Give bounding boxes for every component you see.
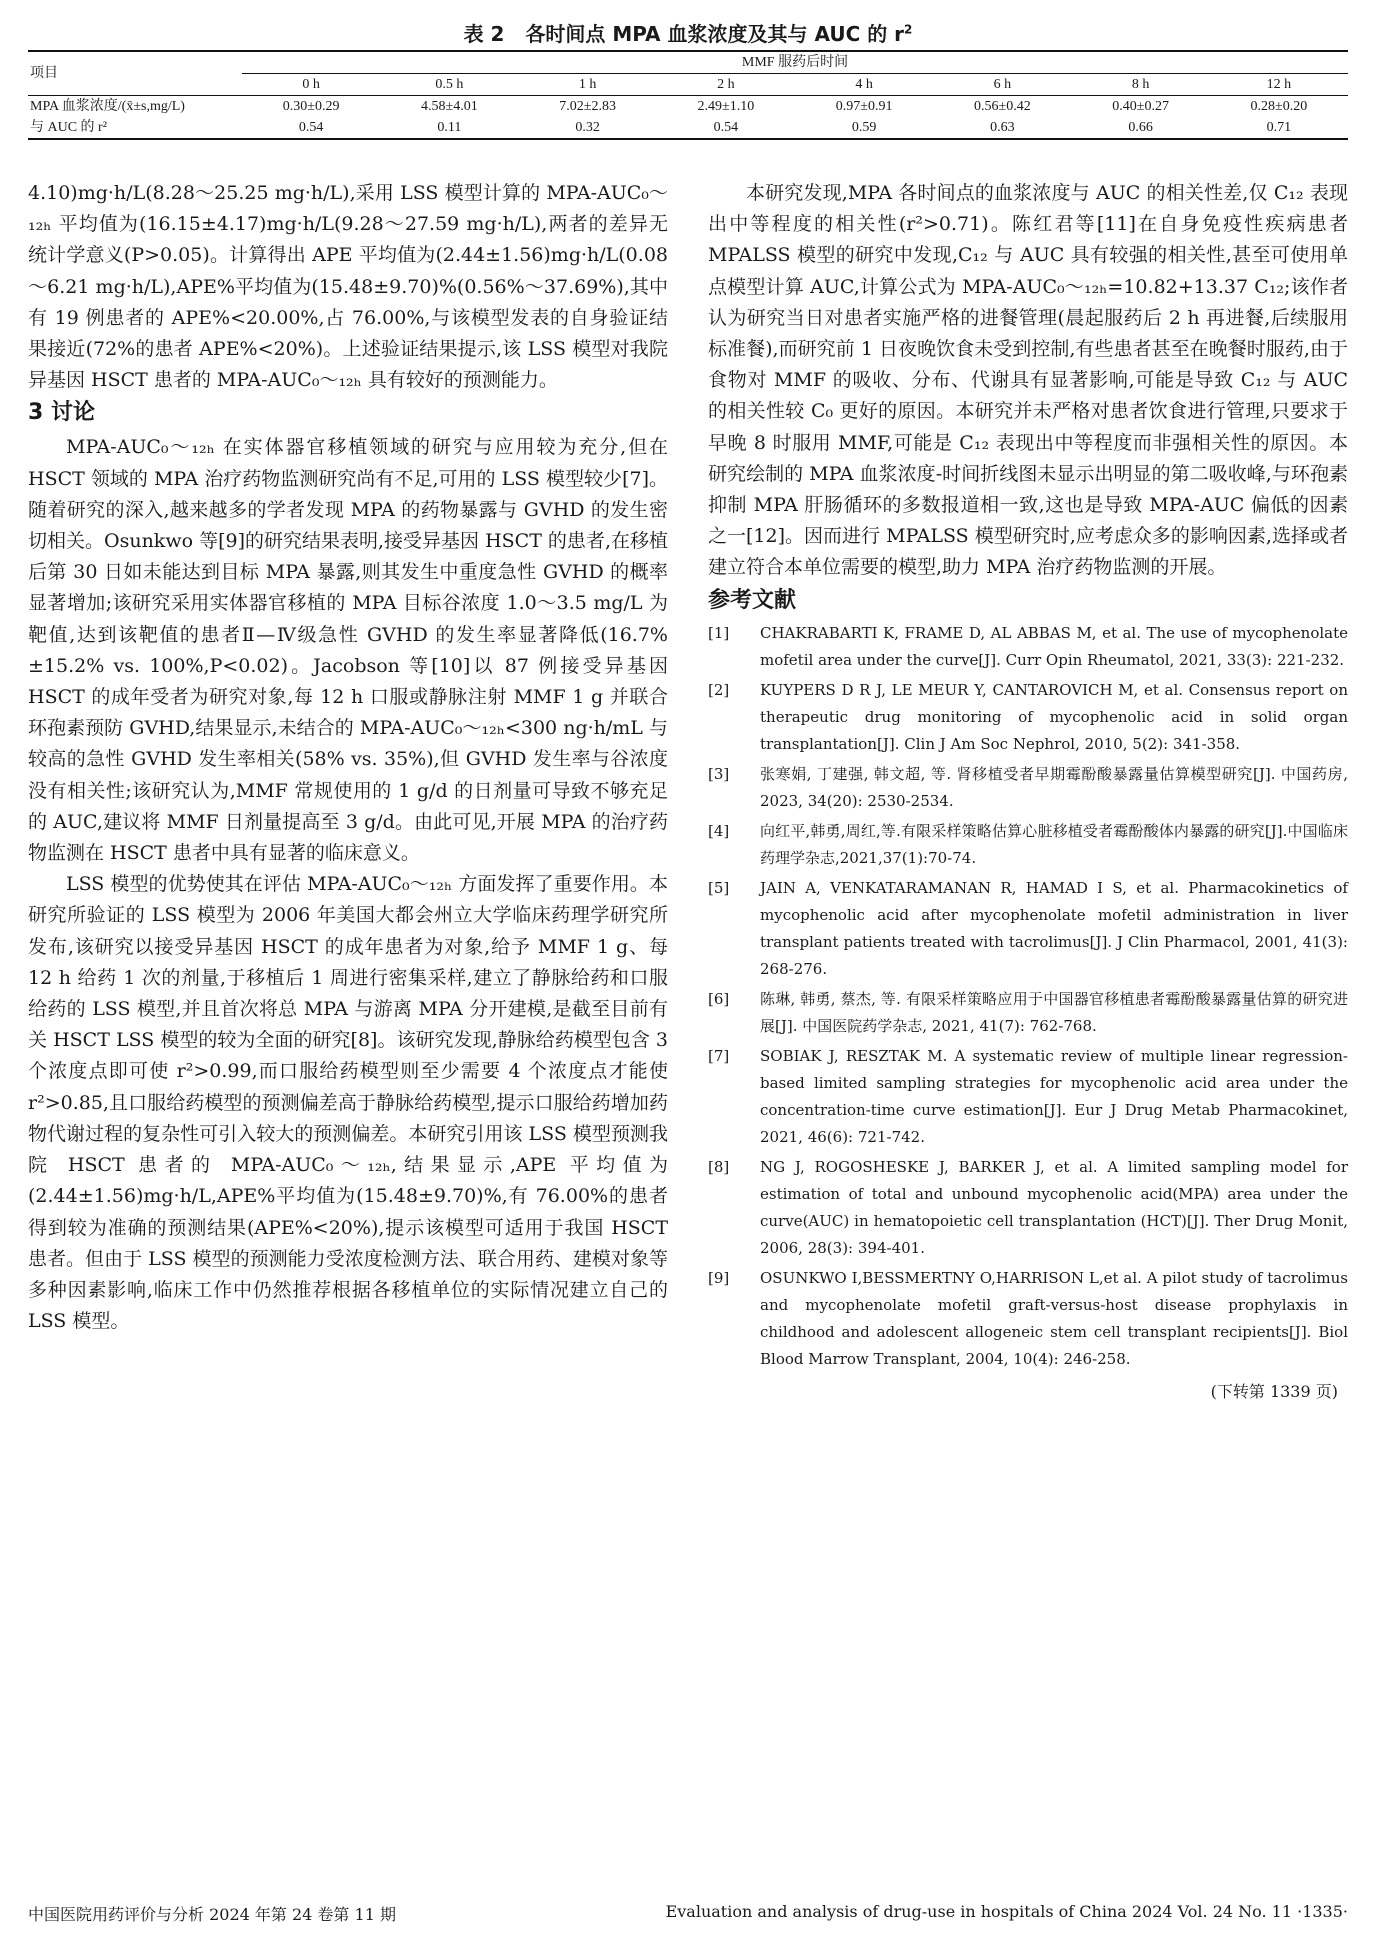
body-paragraph: LSS 模型的优势使其在评估 MPA-AUC₀～₁₂ₕ 方面发挥了重要作用。本研究所验证的 LSS 模型为 2006 年美国大都会州立大学临床药理学研究所发布,该研究以接受异基因 HSCT 的成年患者为对象,给予 MMF 1 g、每 12 h 给药 1 次的剂量,于移植后 1 周进行密集采样,建立了静脉给药和口服给药的 LSS 模型,并且首次将总 MPA 与游离 MPA 分开建模,是截至目前有关 HSCT LSS 模型的较为全面的研究[8]。该研究发现,静脉给药模型包含 3 个浓度点即可使 r²>0.99,而口服给药模型则至少需要 4 个浓度点才能使 r²>0.85,且口服给药模型的预测偏差高于静脉给药模型,提示口服给药增加药物代谢过程的复杂性可引入较大的预测偏差。本研究引用该 LSS 模型预测我院 HSCT 患者的 MPA-AUC₀～₁₂ₕ,结果显示,APE 平均值为(2.44±1.56)mg·h/L,APE%平均值为(15.48±9.70)%,有 76.00%的患者得到较为准确的预测结果(APE%<20%),提示该模型可适用于我国 HSCT 患者。但由于 LSS 模型的预测能力受浓度检测方法、联合用药、建模对象等多种因素影响,临床工作中仍然推荐根据各移植单位的实际情况建立自己的 LSS 模型。 [28,873,668,1333]
reference-number: [9] [708,1268,730,1287]
table-cell: 0.63 [990,120,1015,135]
table-caption-text: 各时间点 MPA 血浆浓度及其与 AUC 的 r [525,22,905,46]
reference-number: [4] [708,821,730,840]
reference-text: 向红平,韩勇,周红,等.有限采样策略估算心脏移植受者霉酚酸体内暴露的研究[J].中国临床药理学杂志,2021,37(1):70-74. [760,821,1348,867]
table-row [28,117,1348,139]
reference-number: [8] [708,1157,730,1176]
table-cell: 0.54 [298,120,324,135]
reference-text: OSUNKWO I,BESSMERTNY O,HARRISON L,et al. A pilot study of tacrolimus and mycophenolate mofetil graft-versus-host disease prophylaxis in childhood and adolescent allogeneic stem cell transplant recipients[J]. Biol Blood Marrow Transplant, 2004, 10(4): 246-258. [760,1268,1348,1368]
reference-item [708,677,1348,758]
table-cell: 4.58±4.01 [421,99,478,114]
body-paragraph: 本研究发现,MPA 各时间点的血浆浓度与 AUC 的相关性差,仅 C₁₂ 表现出中等程度的相关性(r²>0.71)。陈红君等[11]在自身免疫性疾病患者 MPALSS 模型的研究中发现,C₁₂ 与 AUC 具有较强的相关性,甚至可使用单点模型计算 AUC,计算公式为 MPA-AUC₀～₁₂ₕ=10.82+13.37 C₁₂;该作者认为研究当日对患者实施严格的进餐管理(晨起服药后 2 h 再进餐,后续服用标准餐),而研究前 1 日夜晚饮食未受到控制,有些患者甚至在晚餐时服药,由于食物对 MMF 的吸收、分布、代谢具有显著影响,可能是导致 C₁₂ 与 AUC 的相关性较 C₀ 更好的原因。本研究并未严格对患者饮食进行管理,只要求于早晚 8 时服用 MMF,可能是 C₁₂ 表现出中等程度而非强相关性的原因。本研究绘制的 MPA 血浆浓度-时间折线图未显示出明显的第二吸收峰,与环孢素抑制 MPA 肝肠循环的多数报道相一致,这也是导致 MPA-AUC 偏低的因素之一[12]。因而进行 MPALSS 模型研究时,应考虑众多的影响因素,选择或者建立符合本单位需要的模型,助力 MPA 治疗药物监测的开展。 [708,182,1348,579]
continued-note: (下转第 1339 页) [1210,1381,1338,1401]
reference-number: [7] [708,1046,730,1065]
table-time-header: 12 h [1210,74,1348,96]
reference-item [708,875,1348,983]
table-row-label: MPA 血浆浓度/(x̄±s,mg/L) [30,99,185,114]
reference-text: JAIN A, VENKATARAMANAN R, HAMAD I S, et al. Pharmacokinetics of mycophenolic acid after mycophenolate mofetil administration in liver transplant patients treated with tacrolimus[J]. J Clin Pharmacol, 2001, 41(3): 268-276. [760,878,1348,978]
reference-item [708,620,1348,674]
table-time-header: 0 h [242,74,380,96]
reference-text: NG J, ROGOSHESKE J, BARKER J, et al. A limited sampling model for estimation of total and unbound mycophenolic acid(MPA) area under the curve(AUC) in hematopoietic cell transplantation (HCT)[J]. Ther Drug Monit, 2006, 28(3): 394-401. [760,1157,1348,1257]
reference-item [708,1043,1348,1151]
reference-number: [5] [708,878,730,897]
reference-text: 张寒娟, 丁建强, 韩文超, 等. 肾移植受者早期霉酚酸暴露量估算模型研究[J]. 中国药房, 2023, 34(20): 2530-2534. [760,764,1348,810]
table-cell: 0.30±0.29 [282,99,340,114]
table-cell: 0.11 [437,120,462,135]
footer-journal-en: Evaluation and analysis of drug-use in hospitals of China 2024 Vol. 24 No. 11 ·1335· [665,1902,1348,1921]
reference-text: CHAKRABARTI K, FRAME D, AL ABBAS M, et al. The use of mycophenolate mofetil area under the curve[J]. Curr Opin Rheumatol, 2021, 33(3): 221-232. [760,623,1348,669]
table-cell: 0.56±0.42 [974,99,1031,114]
table-caption-sup: 2 [904,22,913,37]
table-cell: 7.02±2.83 [559,99,616,114]
table-time-header: 1 h [519,74,657,96]
reference-number: [6] [708,989,730,1008]
table-cell: 2.49±1.10 [697,99,755,114]
table-time-header: 4 h [795,74,933,96]
left-column [28,178,668,1337]
reference-list [708,620,1348,1373]
table-row [28,96,1348,118]
reference-text: SOBIAK J, RESZTAK M. A systematic review of multiple linear regression-based limited sampling strategies for mycophenolic acid area under the concentration-time curve estimation[J]. Eur J Drug Metab Pharmacokinet, 2021, 46(6): 721-742. [760,1046,1348,1146]
footer-journal-cn: 中国医院用药评价与分析 2024 年第 24 卷第 11 期 [28,1905,396,1924]
table-cell: 0.59 [851,120,877,135]
page-footer [28,1902,1348,1925]
references-heading: 参考文献 [708,587,797,613]
table-cell: 0.71 [1266,120,1292,135]
reference-number: [1] [708,623,730,642]
reference-item [708,1265,1348,1373]
body-paragraph: 4.10)mg·h/L(8.28～25.25 mg·h/L),采用 LSS 模型计算的 MPA-AUC₀～₁₂ₕ 平均值为(16.15±4.17)mg·h/L(9.28～27.59 mg·h/L),两者的差异无统计学意义(P>0.05)。计算得出 APE 平均值为(2.44±1.56)mg·h/L(0.08～6.21 mg·h/L),APE%平均值为(15.48±9.70)%(0.56%～37.69%),其中有 19 例患者的 APE%<20.00%,占 76.00%,与该模型发表的自身验证结果接近(72%的患者 APE%<20%)。上述验证结果提示,该 LSS 模型对我院异基因 HSCT 患者的 MPA-AUC₀～₁₂ₕ 具有较好的预测能力。 [28,182,668,392]
table-row-label: 与 AUC 的 r² [30,120,107,135]
table-cell: 0.28±0.20 [1250,99,1308,114]
data-table [28,50,1348,140]
journal-page [28,0,1348,1940]
table-cell: 0.32 [575,120,600,135]
reference-text: 陈琳, 韩勇, 蔡杰, 等. 有限采样策略应用于中国器官移植患者霉酚酸暴露量估算的研究进展[J]. 中国医院药学杂志, 2021, 41(7): 762-768. [760,989,1348,1035]
reference-item [708,761,1348,815]
section-heading-discussion: 3 讨论 [28,400,95,426]
body-paragraph: MPA-AUC₀～₁₂ₕ 在实体器官移植领域的研究与应用较为充分,但在 HSCT 领域的 MPA 治疗药物监测研究尚有不足,可用的 LSS 模型较少[7]。随着研究的深入,越来越多的学者发现 MPA 的药物暴露与 GVHD 的发生密切相关。Osunkwo 等[9]的研究结果表明,接受异基因 HSCT 的患者,在移植后第 30 日如未能达到目标 MPA 暴露,则其发生中重度急性 GVHD 的概率显著增加;该研究采用实体器官移植的 MPA 目标谷浓度 1.0～3.5 mg/L 为靶值,达到该靶值的患者Ⅱ—Ⅳ级急性 GVHD 的发生率显著降低(16.7%±15.2% vs. 100%,P<0.02)。Jacobson 等[10]以 87 例接受异基因 HSCT 的成年受者为研究对象,每 12 h 口服或静脉注射 MMF 1 g 并联合环孢素预防 GVHD,结果显示,未结合的 MPA-AUC₀～₁₂ₕ<300 ng·h/mL 与较高的急性 GVHD 发生率相关(58% vs. 35%),但 GVHD 发生率与谷浓度没有相关性;该研究认为,MMF 常规使用的 1 g/d 的日剂量可导致不够充足的 AUC,建议将 MMF 日剂量提高至 3 g/d。由此可见,开展 MPA 的治疗药物监测在 HSCT 患者中具有显著的临床意义。 [28,436,668,865]
reference-item [708,818,1348,872]
table-cell: 0.40±0.27 [1112,99,1169,114]
table-caption [28,18,1348,47]
reference-item [708,986,1348,1040]
table-cell: 0.66 [1128,120,1153,135]
table-cell: 0.97±0.91 [835,99,893,114]
reference-number: [3] [708,764,730,783]
reference-text: KUYPERS D R J, LE MEUR Y, CANTAROVICH M, et al. Consensus report on therapeutic drug monitoring of mycophenolic acid in solid organ transplantation[J]. Clin J Am Soc Nephrol, 2010, 5(2): 341-358. [760,680,1348,753]
reference-item [708,1154,1348,1262]
table-group-header: MMF 服药后时间 [242,51,1348,74]
table-cell: 0.54 [713,120,739,135]
right-column [708,178,1348,1407]
table-time-header: 0.5 h [380,74,518,96]
table-time-header: 6 h [933,74,1071,96]
reference-number: [2] [708,680,730,699]
table-caption-prefix: 表 2 [463,22,505,46]
table-time-header: 2 h [657,74,795,96]
table-header-item: 项目 [28,51,242,96]
table-time-header: 8 h [1072,74,1210,96]
